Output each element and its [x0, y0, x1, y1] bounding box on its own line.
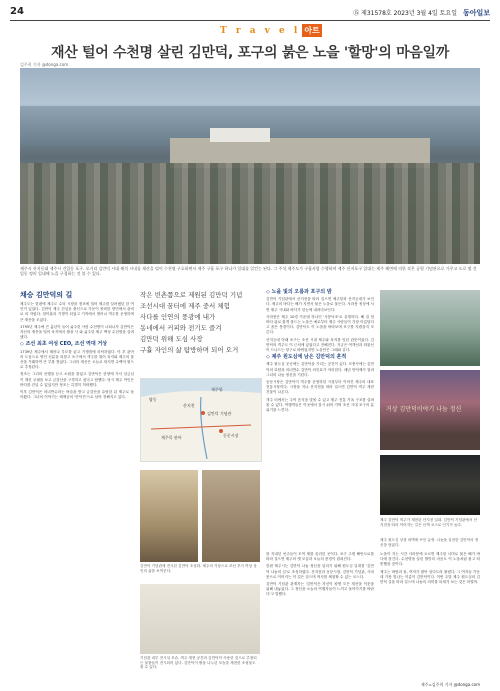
map-label: 제주목 관아 [161, 435, 182, 440]
issue-info [353, 8, 490, 18]
article-column-3 [266, 290, 374, 415]
headline: 재산 털어 수천명 살린 김만덕, 포구의 붉은 노을 '할망'의 마음일까 [51, 45, 449, 61]
pull-quote-line: 동네에서 커피와 전기도 즐겨 [140, 324, 222, 332]
wall-sign-text: 거상 김만덕이야기 나눔 정신 [386, 406, 462, 413]
exhibition-hall-photo [140, 584, 260, 654]
pull-quote-line: 조선시대 꿈터에 제주 중서 체험 [140, 302, 230, 310]
exhibit-photo [202, 470, 260, 562]
night-harbor-photo [380, 455, 480, 515]
paragraph: 김만덕 기념관 관계자는 '김만덕은 자신이 평생 모은 재산을 이웃을 위해 내놓았다. 그 정신을 오늘의 여행자들이 느끼고 돌아가기를 바란다'고 말했다. [266, 582, 374, 597]
sea-area [141, 379, 261, 397]
route-map [140, 378, 262, 462]
map-label: 김만덕 기념관 [207, 411, 232, 416]
article-column-4b [380, 552, 480, 587]
article-column-4a [266, 552, 374, 600]
paragraph: 제주 원도심 곳곳에는 김만덕을 기리는 공간이 있다. 모충사에는 김만덕의 묘탑과 의녀반수 김만덕 의인묘가 자리한다. 매년 만덕제가 열려 그녀의 나눔 정신을 기린다. [266, 362, 374, 377]
map-label: 탑동 [149, 397, 157, 402]
paragraph: 한편 제주시는 김만덕 나눔 정신을 알리기 위해 원도심 일대를 '김만덕 나눔의 길'로 조성하였다. 산지천과 동문시장, 김만덕 기념관, 사라봉으로 이어지는 이 길은 걸으며 역사를 체험할 수 있는 코스다. [266, 564, 374, 579]
byline-top: 김주희 기자 @donga.com [20, 62, 69, 67]
subheading: ◇ 제주 원도심에 남은 김만덕의 흔적 [266, 354, 347, 361]
pull-quote-line: 작은 빈촌쯤으로 제원된 김만덕 기념 [140, 291, 243, 299]
photo-ship [210, 128, 270, 142]
photo-city [20, 163, 480, 264]
map-label: 동문시장 [223, 433, 239, 438]
issue-date: ⑮ 제31578호 2023년 3월 4일 토요일 [353, 10, 458, 17]
paragraph: 사라봉은 제주 10경 가운데 하나인 '사봉낙조'로 유명하다. 해 질 녘 바다 위로 붉게 물드는 노을은 예로부터 제주 사람들이 가장 아름답다고 꼽은 풍경이다. 김만덕도 이 노을을 바라보며 포구를 지켰을지 모른다. [266, 314, 374, 335]
route-map-graphic [141, 379, 261, 461]
section-badge: 아트 [304, 25, 320, 35]
lead-section-title: 채승 김만덕의 길 [20, 291, 73, 299]
paragraph: 객주 터에서는 주막 음식을 맛볼 수 있고 제주 전통 가옥 구조를 살펴볼 수 있다. 여행객들은 이곳에서 잠시 쉬어 가며 조선 시대 포구의 분위기를 느낀다. [266, 397, 374, 413]
paragraph: 노을이 지는 시간 사라봉에 오르면 제주항 너머로 붉은 해가 바다에 잠긴다. 수천명을 살린 할망의 마음도 이 노을처럼 붉고 따뜻했을 것이다. [380, 552, 480, 567]
paragraph: 제주도는 한편에 제주도 수의 시장을 정조에 열어 제주를 살려냈던 한 여인이 있었다. 김만덕 제주 건입동 출신으로 가문이 몰락한 양민에서 관비로 의 자랐다. 열아홉의 기생이 되었고 기적에서 벗어나 객주를 운영하며 큰 재산을 모았다. [20, 302, 134, 322]
sunset-photo [380, 370, 480, 450]
stream-walk-photo [380, 290, 480, 366]
section-label [220, 24, 322, 37]
map-label: 제주항 [211, 387, 223, 392]
paragraph: 1795년 제주에 큰 흉년이 들어 굶주린 사람 수천명이 나타나자 김만덕은 자신의 재산을 털어 육지에서 쌀을 사 와 굶주린 제주 백성 수천명을 살려냈다. [20, 324, 134, 340]
paragraph: 제주는 바람과 돌, 여자가 많아 삼다도라 불렸다. 그 여자들 가운데 가장 빛나는 이름이 김만덕이다. 이번 주말 제주 원도심의 김만덕 길을 따라 걸으며 나눔의 의미를 되새겨 보는 것은 어떨까. [380, 569, 480, 585]
paragraph: 산지등대 아래 포구는 조선 시대 제주와 육지를 잇던 관문이었다. 김만덕의 객주도 이 근처에 있었다고 전해진다. 지금은 여객선과 화물선이 드나드는 항구로 바뀌었지만 노을만은 그때와 같다. [266, 337, 374, 353]
subheading: ◇ 조선 최초 여성 CEO, 조선 역대 거상 [20, 341, 108, 348]
subheading: ◇ 노을 빛의 오름과 포구의 밤 [266, 289, 332, 295]
road-line [151, 425, 251, 429]
paragraph: 이후 김만덕은 의녀반수라는 벼슬을 받고 금강산을 유람한 뒤 제주로 돌아왔다. 그녀의 이야기는 채제공의 '만덕전'으로 남아 전해지고 있다. [20, 390, 134, 400]
byline-footer: 제주=김주희 기자 @donga.com [420, 682, 480, 687]
pull-quote-line: 구휼 자인의 삶 탐방하며 되어 오거 [140, 346, 239, 354]
photo-caption-right: 제주 김만덕 객주가 재현된 산지천 일대. 김만덕 기념관에서 산지천을 따라 이어지는 길은 산책 코스로 인기가 높다. [380, 518, 478, 527]
header-rule [10, 20, 490, 21]
pull-quote-line: 사다를 인연의 풍광에 내가 [140, 313, 216, 321]
map-label: 산지천 [183, 403, 195, 408]
article-column-1 [20, 302, 134, 402]
page-header [10, 6, 490, 20]
newspaper-name: 동아일보 [462, 9, 490, 17]
portrait-photo [140, 470, 198, 562]
main-photo-caption: 제주시 산지등대 제주시 건입동 포구. 오거리 김만덕 시대 해석 시내를 재산을 털어 수천명 구호하면서 제주 구휼 포구 하나가 일대를 일컫는 된다. 그 주석 제주도가 구휼사업 수행하며 제주 산지포구 일대는 제주 해변에 의한 작은 공원 기념관으로 가꾸고 도로 옆 건입동 정비 일대에 노을 구경하는 것 볼 수 있다. [20, 266, 477, 276]
page-number: 24 [10, 6, 24, 17]
marker-memorial [201, 411, 205, 415]
exhibition-caption: 기념관 내부 전시실 모습. 객주 재현 공간과 김만덕이 사용한 것으로 추정되는 물품들이 전시되어 있다. 김만덕이 쌀을 나누던 모습을 재현한 조형물도 볼 수 있다. [140, 656, 257, 670]
main-photo-harbor [20, 68, 480, 264]
paragraph: 정조는 그녀의 선행을 듣고 소원을 물었고 김만덕은 한양에 가서 임금님이 계신 궁궐을 보고 금강산을 구경하고 싶다고 답했다. 당시 제주 여인은 바다를 건널 수 없었지만 정조는 특별히 허락했다. [20, 372, 134, 387]
pull-quote-line: 김만덕 위해 도심 사장 [140, 335, 203, 343]
pull-quote [140, 290, 260, 356]
photo-caption-right-2: 제주 원도심 상점 외벽에 쓰인 글귀. 나눔을 실천한 김만덕의 정신을 담았다. [380, 538, 479, 547]
paragraph: 를 지내던 선주들이 모여 제를 올리던 곳이다. 포구 주변 해안도로를 따라 걸으면 제주의 옛 모습과 오늘의 풍경이 겹쳐진다. [266, 552, 374, 562]
portrait-caption: 김만덕 기념관에 전시된 김만덕 초상화. 제주의 거상으로 조선 후기 여성 상인의 삶을 보여준다. [140, 564, 257, 573]
paragraph: 1739년 제주에서 태어나 부모를 잃고 기생집에 의탁하였다. 이 후 관아의 도움으로 양인 신분을 되찾고 포구에서 객주를 열어 육지와 제주의 물산을 거래하여 큰 부를 쌓았다. 그녀의 재산은 오늘로 따지면 수백억 원으로 추정된다. [20, 349, 134, 370]
section-title: T r a v e l [220, 26, 301, 36]
stream-line [201, 397, 207, 459]
paragraph: 김만덕 기념관에서 산지천을 따라 걸으면 제주항과 산지등대가 보인다. 제주의 바다는 해가 지면서 붉은 노을로 물든다. 사라봉 정상에 서면 제주 시내와 바다가 한눈에 내려다보인다. [266, 297, 374, 312]
paragraph: 동문시장은 김만덕이 객주를 운영하던 시절부터 이어진 제주의 대표 전통시장이다. 시장을 지나 산지천을 따라 걸으면 김만덕 객주 재현 건물이 나온다. [266, 380, 374, 395]
